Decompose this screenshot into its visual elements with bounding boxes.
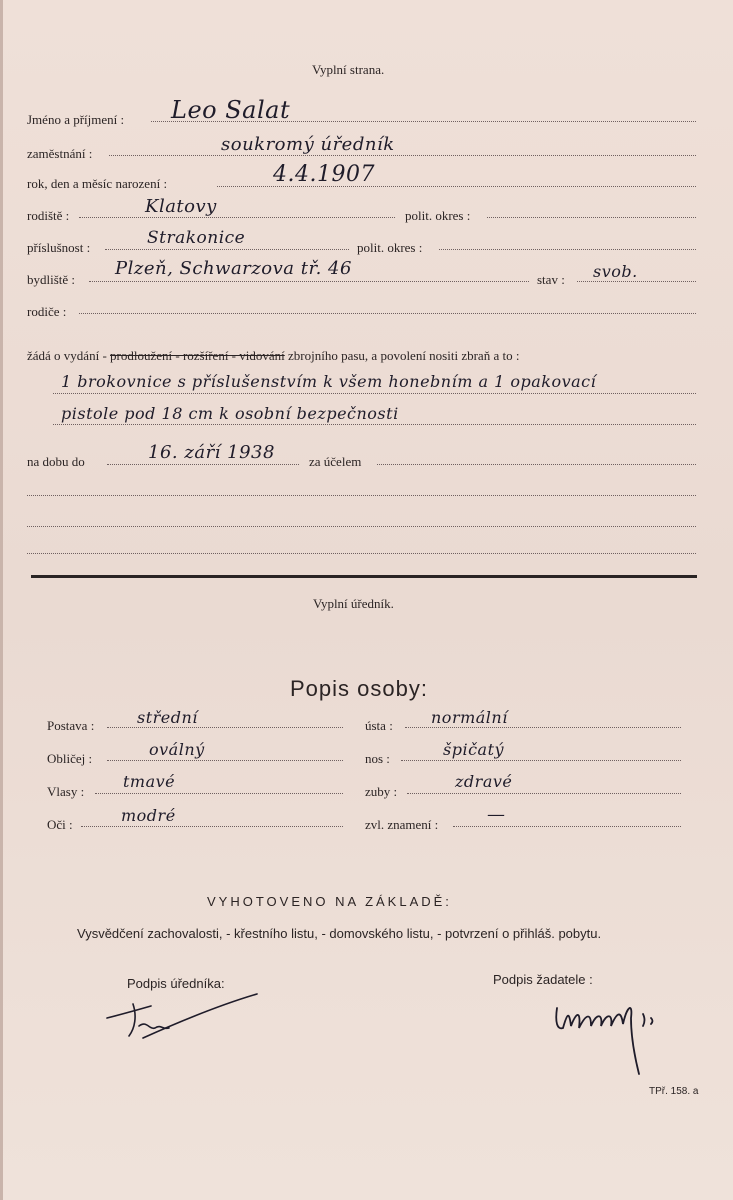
duration-value: 16. září 1938 — [148, 442, 275, 463]
domicile-dotted-line — [105, 249, 349, 250]
status-label: stav : — [537, 272, 565, 287]
official-section-header: Vyplní úředník. — [313, 596, 394, 611]
occupation-label: zaměstnání : — [27, 146, 93, 161]
form-code: TPř. 158. a — [649, 1086, 699, 1097]
birthplace-label: rodiště : — [27, 208, 70, 223]
marks-dotted-line — [453, 826, 681, 827]
face-value: oválný — [149, 740, 205, 759]
blank-dotted-line-2 — [27, 526, 696, 527]
teeth-value: zdravé — [455, 772, 513, 791]
basis-text: Vysvědčení zachovalosti, - křestního listu, - domovského listu, - potvrzení o přihláš. pobytu. — [77, 926, 602, 941]
marks-value: — — [487, 804, 506, 825]
official-signature-label: Podpis úředníka: — [127, 976, 225, 991]
eyes-dotted-line — [81, 826, 343, 827]
residence-value: Plzeň, Schwarzova tř. 46 — [115, 258, 352, 279]
weapon-dotted-line-1 — [53, 393, 696, 394]
nose-label: nos : — [365, 751, 390, 766]
weapon-line-2: pistole pod 18 cm k osobní bezpečnosti — [61, 404, 399, 423]
district-label-1: polit. okres : — [405, 208, 471, 223]
hair-value: tmavé — [123, 772, 176, 791]
eyes-value: modré — [121, 806, 176, 825]
official-signature-image — [103, 990, 263, 1050]
birthplace-value: Klatovy — [145, 196, 217, 217]
applicant-signature-label: Podpis žadatele : — [493, 972, 593, 987]
purpose-label: za účelem — [309, 454, 362, 469]
face-dotted-line — [107, 760, 343, 761]
occupation-dotted-line — [109, 155, 696, 156]
occupation-value: soukromý úředník — [221, 134, 395, 155]
status-dotted-line — [577, 281, 696, 282]
parents-dotted-line — [79, 313, 696, 314]
eyes-label: Oči : — [47, 817, 73, 832]
hair-label: Vlasy : — [47, 784, 85, 799]
birthplace-dotted-line — [79, 217, 395, 218]
weapon-dotted-line-2 — [53, 424, 696, 425]
domicile-label: příslušnost : — [27, 240, 91, 255]
mouth-value: normální — [431, 708, 508, 727]
teeth-label: zuby : — [365, 784, 398, 799]
face-label: Obličej : — [47, 751, 93, 766]
applicant-section-header: Vyplní strana. — [312, 62, 385, 77]
name-label: Jméno a příjmení : — [27, 112, 125, 127]
parents-label: rodiče : — [27, 304, 67, 319]
purpose-dotted-line — [377, 464, 696, 465]
residence-label: bydliště : — [27, 272, 76, 287]
blank-dotted-line-1 — [27, 495, 696, 496]
request-line — [27, 348, 519, 364]
hair-dotted-line — [95, 793, 343, 794]
basis-title: VYHOTOVENO NA ZÁKLADĚ: — [207, 894, 452, 909]
teeth-dotted-line — [407, 793, 681, 794]
build-label: Postava : — [47, 718, 95, 733]
build-dotted-line — [107, 727, 343, 728]
build-value: střední — [137, 708, 198, 727]
birth-label: rok, den a měsíc narození : — [27, 176, 168, 191]
district-2-dotted-line — [439, 249, 696, 250]
weapon-line-1: 1 brokovnice s příslušenstvím k všem honebním a 1 opakovací — [61, 372, 597, 391]
request-prefix: žádá o vydání - — [27, 348, 107, 363]
nose-dotted-line — [401, 760, 681, 761]
birth-value: 4.4.1907 — [273, 162, 375, 187]
section-divider — [31, 575, 697, 578]
name-value: Leo Salat — [171, 96, 291, 124]
applicant-signature-image — [547, 988, 687, 1078]
nose-value: špičatý — [443, 740, 505, 759]
request-suffix: zbrojního pasu, a povolení nositi zbraň a to : — [288, 348, 520, 363]
person-description-title: Popis osoby: — [290, 676, 428, 701]
duration-dotted-line — [107, 464, 299, 465]
marks-label: zvl. znamení : — [365, 817, 439, 832]
mouth-label: ústa : — [365, 718, 393, 733]
residence-dotted-line — [89, 281, 529, 282]
district-1-dotted-line — [487, 217, 696, 218]
mouth-dotted-line — [405, 727, 681, 728]
domicile-value: Strakonice — [147, 228, 246, 248]
district-label-2: polit. okres : — [357, 240, 423, 255]
request-struck-options: prodloužení - rozšíření - vidování — [110, 348, 285, 363]
blank-dotted-line-3 — [27, 553, 696, 554]
duration-label: na dobu do — [27, 454, 85, 469]
status-value: svob. — [593, 262, 638, 281]
